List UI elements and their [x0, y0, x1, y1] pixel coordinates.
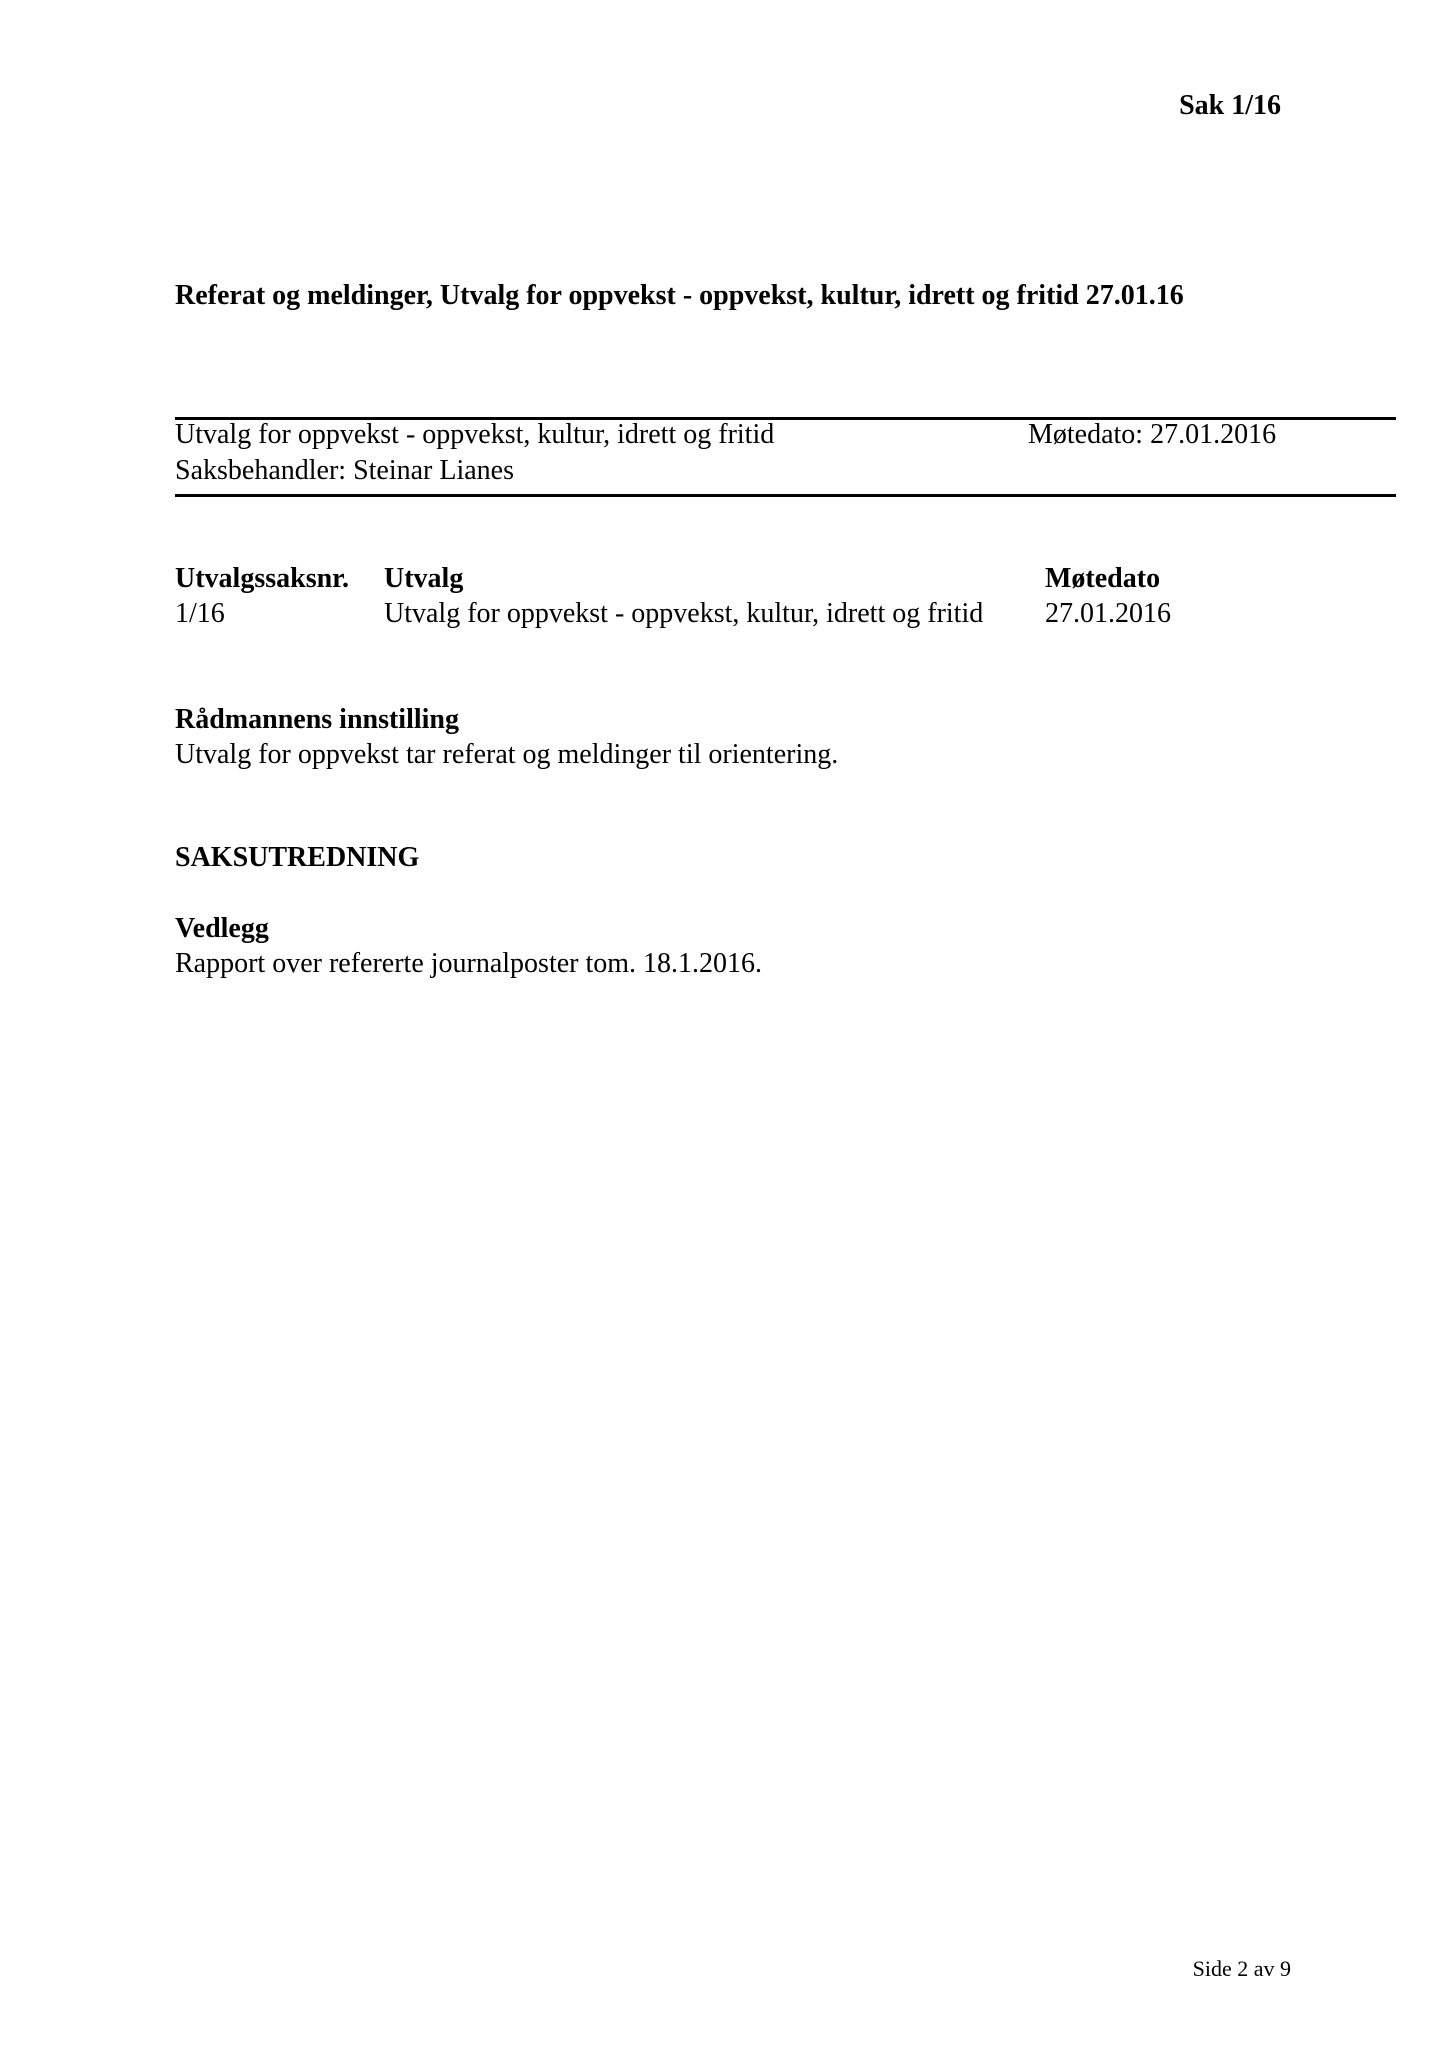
- attachments-heading: Vedlegg: [175, 913, 269, 944]
- meta-meeting-date: Møtedato: 27.01.2016: [1028, 419, 1277, 450]
- recommendation-text: Utvalg for oppvekst tar referat og meldinger til orientering.: [175, 739, 839, 770]
- meta-committee: Utvalg for oppvekst - oppvekst, kultur, idrett og fritid: [175, 419, 775, 450]
- saksutredning-heading: SAKSUTREDNING: [175, 842, 420, 873]
- page-number: Side 2 av 9: [1192, 1956, 1291, 1981]
- meta-case-officer: Saksbehandler: Steinar Lianes: [175, 455, 515, 486]
- case-number: Sak 1/16: [1179, 90, 1281, 121]
- document-title: Referat og meldinger, Utvalg for oppvekst - oppvekst, kultur, idrett og fritid 27.01.16: [175, 280, 1184, 311]
- table-cell-case-number: 1/16: [175, 598, 225, 629]
- recommendation-heading: Rådmannens innstilling: [175, 704, 459, 735]
- table-header-meeting-date: Møtedato: [1045, 563, 1161, 594]
- table-header-case-number: Utvalgssaksnr.: [175, 563, 350, 594]
- attachments-text: Rapport over refererte journalposter tom. 18.1.2016.: [175, 948, 763, 979]
- table-cell-committee: Utvalg for oppvekst - oppvekst, kultur, idrett og fritid: [384, 598, 984, 629]
- table-header-committee: Utvalg: [384, 563, 464, 594]
- table-cell-meeting-date: 27.01.2016: [1045, 598, 1171, 629]
